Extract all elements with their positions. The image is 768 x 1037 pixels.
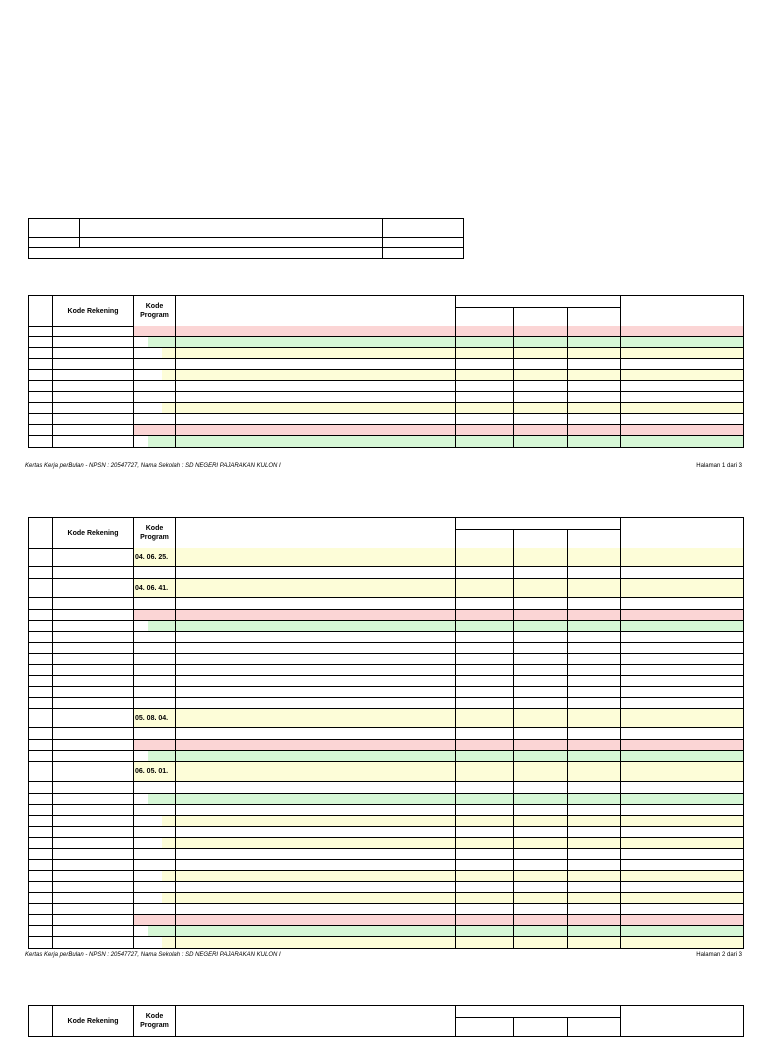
table-header (28, 517, 744, 549)
table-row (28, 698, 744, 709)
table-row (28, 632, 744, 643)
table-row (28, 782, 744, 794)
table-row (28, 893, 744, 904)
table-row (28, 816, 744, 827)
table-row (28, 709, 744, 728)
footer-page-number: Halaman 1 dari 3 (696, 463, 742, 469)
header-row (28, 237, 464, 248)
col-kode-program: Kode Program (140, 525, 169, 541)
table-row (28, 337, 744, 348)
table-row (28, 740, 744, 751)
table-row (28, 751, 744, 762)
table-row (28, 598, 744, 610)
table-row (28, 882, 744, 893)
table-row (28, 370, 744, 381)
table-row (28, 425, 744, 436)
table-row (28, 392, 744, 403)
table-row (28, 860, 744, 871)
table-row (28, 676, 744, 687)
table-row (28, 643, 744, 654)
col-kode-rekening: Kode Rekening (67, 308, 119, 315)
table-row (28, 621, 744, 632)
table-row (28, 805, 744, 816)
header-row (28, 248, 464, 259)
table-row (28, 381, 744, 392)
table-row (28, 871, 744, 882)
table-row (28, 687, 744, 698)
program-code: 06. 05. 01. (135, 768, 169, 775)
table-row (28, 794, 744, 805)
col-kode-rekening: Kode Rekening (67, 530, 119, 537)
table-row (28, 665, 744, 676)
table-row (28, 436, 744, 448)
footer-school-info: Kertas Kerja perBulan - NPSN : 20547727, Nama Sekolah : SD NEGERI PAJARAKAN KULON I (25, 952, 281, 958)
table-row (28, 915, 744, 926)
table-row (28, 654, 744, 665)
table-header (28, 295, 744, 327)
table-row (28, 348, 744, 359)
col-kode-program: Kode Program (140, 1013, 169, 1029)
header-row (28, 218, 464, 238)
table-row (28, 610, 744, 621)
table-row (28, 359, 744, 370)
table-row (28, 728, 744, 740)
footer-page-number: Halaman 2 dari 3 (696, 952, 742, 958)
table-row (28, 926, 744, 937)
program-code: 04. 06. 41. (135, 585, 169, 592)
table-row (28, 548, 744, 567)
header-divider (79, 218, 80, 248)
program-code: 04. 06. 25. (135, 554, 169, 561)
table-header (28, 1005, 744, 1037)
table-row (28, 567, 744, 579)
table-row (28, 579, 744, 598)
table-row (28, 403, 744, 414)
table-row (28, 937, 744, 949)
header-divider (382, 218, 383, 259)
table-row (28, 904, 744, 915)
col-kode-program: Kode Program (140, 303, 169, 319)
header-info-table (28, 218, 464, 261)
table-row (28, 827, 744, 838)
table-row (28, 414, 744, 425)
col-kode-rekening: Kode Rekening (67, 1018, 119, 1025)
table-row (28, 838, 744, 849)
program-code: 05. 08. 04. (135, 715, 169, 722)
table-row (28, 849, 744, 860)
footer-school-info: Kertas Kerja perBulan - NPSN : 20547727, Nama Sekolah : SD NEGERI PAJARAKAN KULON I (25, 463, 281, 469)
table-row (28, 326, 744, 337)
table-row (28, 762, 744, 782)
